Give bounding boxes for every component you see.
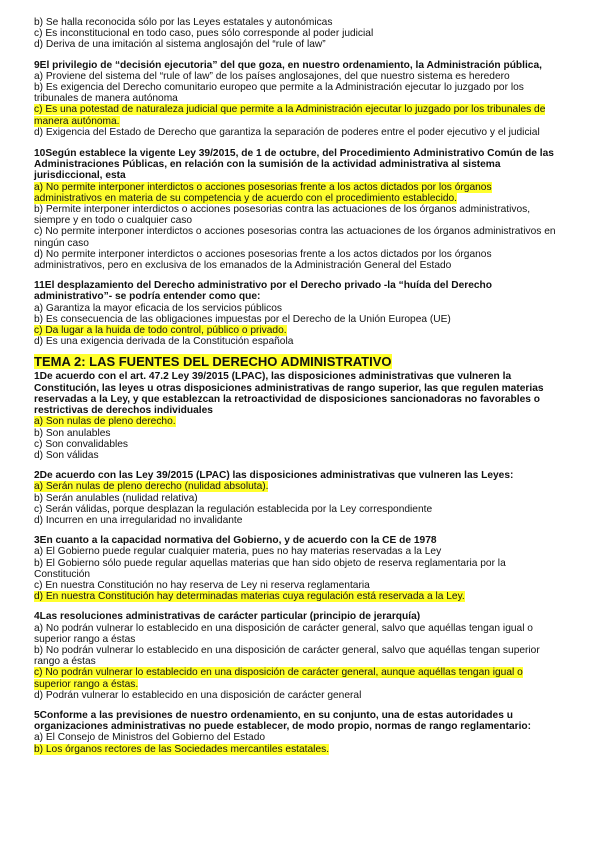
option-c-highlighted: c) No podrán vulnerar lo establecido en una disposición de carácter general, aunque aquéllas tengan igual o superior rango a éstas. [34,667,523,690]
option-d: d) Es una exigencia derivada de la Constitución española [34,336,294,348]
option-c-highlighted: c) Da lugar a la huida de todo control, público o privado. [34,325,287,337]
option-a: a) El Consejo de Ministros del Gobierno del Estado [34,732,266,744]
intro-options [34,17,556,51]
question-t2-1 [34,371,556,461]
option-d: d) Podrán vulnerar lo establecido en una disposición de carácter general [34,689,362,701]
question-t2-4 [34,611,556,701]
option-a-highlighted: a) No permite interponer interdictos o acciones posesorias frente a los actos dictados por los órganos administrativos en materia de su competencia y de acuerdo con el procedimiento establecido. [34,181,492,204]
question-title: 3En cuanto a la capacidad normativa del Gobierno, y de acuerdo con la CE de 1978 [34,535,437,547]
option-c: c) En nuestra Constitución no hay reserva de Ley ni reserva reglamentaria [34,579,370,591]
section-title: TEMA 2: LAS FUENTES DEL DERECHO ADMINISTRATIVO [34,354,392,370]
question-t2-2 [34,470,556,526]
option-d-highlighted: d) En nuestra Constitución hay determinadas materias cuya regulación está reservada a la Ley. [34,591,465,603]
question-title: 1De acuerdo con el art. 47.2 Ley 39/2015 (LPAC), las disposiciones administrativas que vulneren la Constitución, las leyes u otras disposiciones administrativas de rango superior, las que regulen materias reservadas a la Ley, y que establezcan la retroactividad de disposiciones sancionadoras no favorables o restrictivas de derechos individuales [34,371,544,417]
option-b: b) Serán anulables (nulidad relativa) [34,492,198,504]
option-b: b) Son anulables [34,427,111,439]
option-d: d) Deriva de una imitación al sistema anglosajón del “rule of law” [34,39,326,51]
question-title: 11El desplazamiento del Derecho administrativo por el Derecho privado -la “huída del Derecho administrativo”- se podría entender como que: [34,280,492,303]
option-a-highlighted: a) Serán nulas de pleno derecho (nulidad absoluta). [34,481,269,493]
option-c: c) No permite interponer interdictos o acciones posesorias contra las actuaciones de los órganos administrativos en ningún caso [34,226,556,249]
question-10 [34,148,556,271]
question-9 [34,60,556,138]
option-a: a) El Gobierno puede regular cualquier materia, pues no hay materias reservadas a la Ley [34,546,442,558]
option-b: b) El Gobierno sólo puede regular aquellas materias que han sido objeto de reserva reglamentaria por la Constitución [34,557,506,580]
option-a-highlighted: a) Son nulas de pleno derecho. [34,416,176,428]
option-b: b) Es consecuencia de las obligaciones impuestas por el Derecho de la Unión Europea (UE) [34,313,451,325]
option-d: d) No permite interponer interdictos o acciones posesorias frente a los actos dictados por los órganos administrativos, pero en exclusiva de los emanados de la Administración General del Estado [34,248,492,272]
option-c: c) Serán válidas, porque desplazan la regulación establecida por la Ley correspondiente [34,503,433,515]
question-title: 4Las resoluciones administrativas de carácter particular (principio de jerarquía) [34,611,421,623]
option-b: b) Permite interponer interdictos o acciones posesorias contra las actuaciones de los órganos administrativos, siempre y en todo o cualquier caso [34,204,531,227]
option-d: d) Exigencia del Estado de Derecho que garantiza la separación de poderes entre el poder ejecutivo y el judicial [34,126,540,138]
option-a: a) Garantiza la mayor eficacia de los servicios públicos [34,302,283,314]
option-c: c) Son convalidables [34,438,129,450]
question-t2-5 [34,710,556,755]
option-b: b) Es exigencia del Derecho comunitario europeo que permite a la Administración ejecutar lo juzgado por los tribunales de manera autónoma [34,82,524,105]
option-b-highlighted: b) Los órganos rectores de las Sociedades mercantiles estatales. [34,743,330,755]
option-d: d) Incurren en una irregularidad no invalidante [34,514,243,526]
question-title: 5Conforme a las previsiones de nuestro ordenamiento, en su conjunto, una de estas autoridades u organizaciones administrativas no puede establecer, de modo propio, normas de rango reglamentario: [34,709,532,733]
question-title: 10Según establece la vigente Ley 39/2015, de 1 de octubre, del Procedimiento Administrativo Común de las Administraciones Públicas, en relación con la sumisión de la actividad administrativa al sistema jurisdiccional, esta [34,148,554,182]
question-title: 9El privilegio de “decisión ejecutoria” del que goza, en nuestro ordenamiento, la Administración pública, [34,59,542,71]
question-t2-3 [34,535,556,602]
option-a: a) Proviene del sistema del “rule of law” de los países anglosajones, del que nuestro sistema es heredero [34,70,510,82]
question-title: 2De acuerdo con las Ley 39/2015 (LPAC) las disposiciones administrativas que vulneren las Leyes: [34,470,514,482]
option-c: c) Es inconstitucional en todo caso, pues sólo corresponde al poder judicial [34,28,374,40]
option-c-highlighted: c) Es una potestad de naturaleza judicial que permite a la Administración ejecutar lo juzgado por los tribunales de manera autónoma. [34,104,546,127]
option-d: d) Son válidas [34,449,99,461]
section-title-wrapper [34,355,556,369]
option-a: a) No podrán vulnerar lo establecido en una disposición de carácter general, salvo que aquéllas tengan igual o superior rango a éstas [34,622,533,645]
option-b: b) No podrán vulnerar lo establecido en una disposición de carácter general, salvo que aquéllas tengan superior rango a éstas [34,644,540,668]
question-11 [34,280,556,347]
option-b: b) Se halla reconocida sólo por las Leyes estatales y autonómicas [34,17,333,28]
